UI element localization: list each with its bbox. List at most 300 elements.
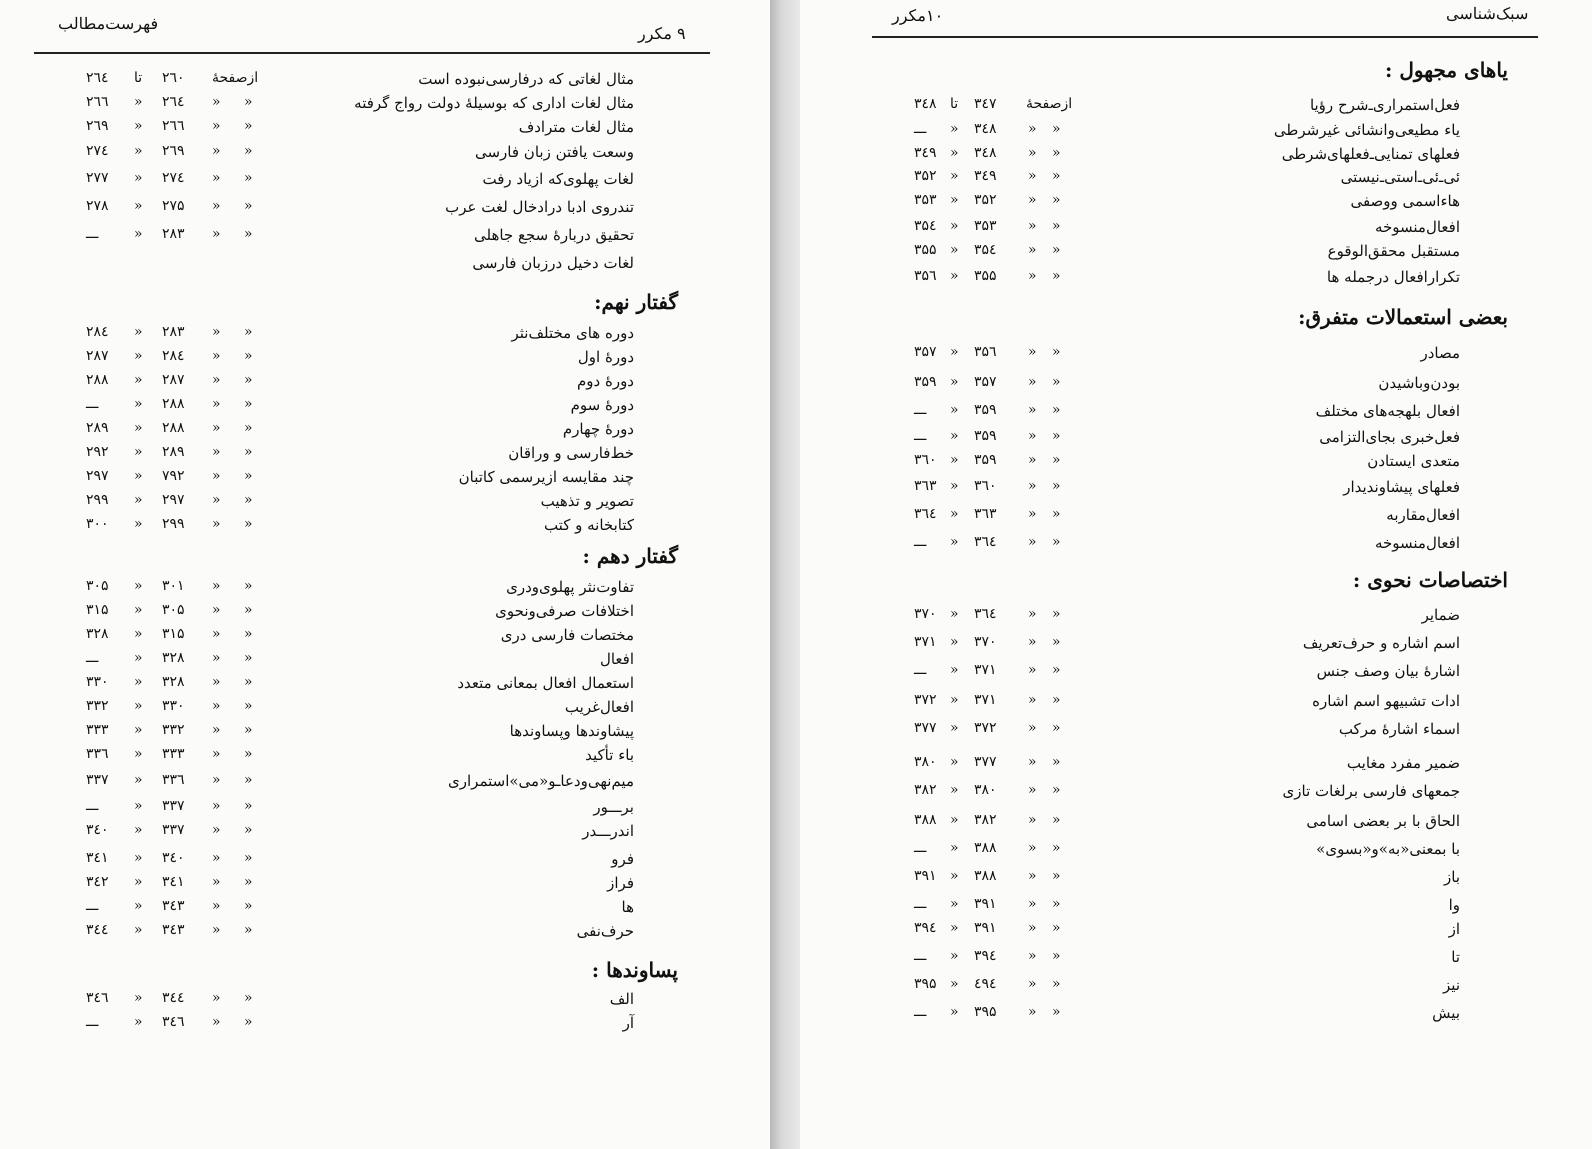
ditto-mark: « bbox=[212, 626, 221, 642]
toc-entry bbox=[800, 242, 1592, 266]
ditto-mark: « bbox=[1028, 920, 1037, 936]
ditto-mark: « bbox=[1028, 840, 1037, 856]
page-to: ۳٤٦ bbox=[86, 990, 109, 1006]
entry-title: هاءاسمی ووصفی bbox=[1350, 192, 1460, 210]
entry-title: مثال لغات اداری که بوسیلهٔ دولت رواج گرفته bbox=[354, 94, 634, 112]
page-to: ۳٤۰ bbox=[86, 822, 109, 838]
toc-entry bbox=[800, 692, 1592, 716]
toc-entry bbox=[0, 698, 770, 722]
page-from: ۳٤۷ bbox=[974, 96, 997, 112]
toc-entry bbox=[800, 168, 1592, 192]
entry-title: متعدی ایستادن bbox=[1367, 452, 1460, 470]
ditto-mark: « bbox=[244, 922, 253, 938]
page-from: ۳٤۸ bbox=[974, 121, 997, 137]
page-from: ۲۹۷ bbox=[162, 492, 185, 508]
page-to: ۳٤۲ bbox=[86, 874, 109, 890]
ditto-mark: « bbox=[1028, 976, 1037, 992]
page-to: ـــ bbox=[86, 1014, 99, 1030]
ditto-mark: « bbox=[212, 822, 221, 838]
header-rule bbox=[872, 36, 1538, 38]
page-from: ۳۳۲ bbox=[162, 722, 185, 738]
page-from: ۳۳۰ bbox=[162, 698, 185, 714]
page-to: ۲٦٦ bbox=[86, 94, 109, 110]
ditto-mark: « bbox=[212, 94, 221, 110]
ditto-mark: « bbox=[134, 1014, 143, 1030]
toc-entry bbox=[0, 922, 770, 946]
page-to: ۳۹٤ bbox=[914, 920, 937, 936]
entry-title: دورهٔ چهارم bbox=[562, 420, 634, 438]
section-heading: اختصاصات نحوی : bbox=[1352, 568, 1508, 592]
entry-title: دورهٔ سوم bbox=[570, 396, 634, 414]
page-from: ۳۸۸ bbox=[974, 840, 997, 856]
entry-title: اشارهٔ بیان وصف جنس bbox=[1316, 662, 1460, 680]
entry-title: یاء مطیعی‌وانشائی غیرشرطی bbox=[1273, 121, 1460, 139]
toc-entry bbox=[0, 1014, 770, 1038]
page-to: ۲٦٤ bbox=[86, 70, 109, 86]
entry-title: میم‌نهی‌ودعاـو«می»استمراری bbox=[448, 772, 634, 790]
page-to: ـــ bbox=[914, 428, 927, 444]
entry-title: فعل‌خبری بجای‌التزامی bbox=[1319, 428, 1460, 446]
page-from: ۳۵۹ bbox=[974, 452, 997, 468]
page-from: ۳۰۱ bbox=[162, 578, 185, 594]
ditto-mark: « bbox=[134, 143, 143, 159]
page-to: ۲۸۹ bbox=[86, 420, 109, 436]
page-from: ۲۹۹ bbox=[162, 516, 185, 532]
ditto-mark: « bbox=[1052, 428, 1061, 444]
page-to: ۳۵۷ bbox=[914, 344, 937, 360]
ditto-mark: « bbox=[212, 143, 221, 159]
entry-title: افعال‌غریب bbox=[564, 698, 634, 716]
entry-title: افعال بلهجه‌های مختلف bbox=[1315, 402, 1460, 420]
page-to: ۲۹۲ bbox=[86, 444, 109, 460]
entry-title: ها bbox=[621, 898, 634, 916]
ditto-mark: « bbox=[950, 896, 959, 912]
page-to: ۳۵۹ bbox=[914, 374, 937, 390]
page-to: ۳۳۰ bbox=[86, 674, 109, 690]
ditto-mark: « bbox=[134, 444, 143, 460]
ditto-mark: « bbox=[950, 242, 959, 258]
ditto-mark: « bbox=[1052, 506, 1061, 522]
page-from: ۲۸۳ bbox=[162, 226, 185, 242]
toc-entry bbox=[800, 634, 1592, 658]
page-from: ۳٦٤ bbox=[974, 534, 997, 550]
page-to: ۳۵٤ bbox=[914, 218, 937, 234]
page-to: ـــ bbox=[914, 534, 927, 550]
page-number: ۱۰مکرر bbox=[892, 6, 944, 25]
ditto-mark: « bbox=[244, 226, 253, 242]
page-from: ۷۹۲ bbox=[162, 468, 185, 484]
toc-entry bbox=[0, 822, 770, 846]
entry-title: ئی‌ـ‌ئی‌ـ‌استی‌ـ‌نیستی bbox=[1340, 168, 1460, 186]
page-from: ۳٤۹ bbox=[974, 168, 997, 184]
ditto-mark: « bbox=[134, 674, 143, 690]
ditto-mark: « bbox=[1052, 218, 1061, 234]
ditto-mark: « bbox=[1028, 1004, 1037, 1020]
ditto-mark: « bbox=[1028, 218, 1037, 234]
ditto-mark: « bbox=[1052, 242, 1061, 258]
toc-entry bbox=[0, 898, 770, 922]
toc-entry bbox=[800, 896, 1592, 920]
entry-title: خط‌فارسی و وراقان bbox=[508, 444, 634, 462]
ditto-mark: « bbox=[212, 372, 221, 388]
page-from: ۳۹۱ bbox=[974, 920, 997, 936]
page-to: ۳۵۵ bbox=[914, 242, 937, 258]
toc-entry bbox=[800, 402, 1592, 426]
toc-entry bbox=[0, 94, 770, 118]
toc-entry bbox=[0, 492, 770, 516]
page-to: ـــ bbox=[86, 396, 99, 412]
section-heading: یاهای مجهول : bbox=[1385, 58, 1508, 82]
ditto-mark: « bbox=[212, 170, 221, 186]
ditto-mark: « bbox=[244, 1014, 253, 1030]
ditto-mark: « bbox=[212, 922, 221, 938]
ditto-mark: « bbox=[1052, 374, 1061, 390]
page-from: ۳٦٤ bbox=[974, 606, 997, 622]
ditto-mark: « bbox=[950, 168, 959, 184]
toc-entry bbox=[800, 145, 1592, 169]
page-from: ۳٤۳ bbox=[162, 898, 185, 914]
section-heading: پساوندها : bbox=[591, 958, 678, 982]
toc-entry bbox=[800, 812, 1592, 836]
toc-entry bbox=[0, 170, 770, 194]
ditto-mark: « bbox=[950, 606, 959, 622]
ditto-mark: « bbox=[950, 868, 959, 884]
ditto-mark: « bbox=[1028, 374, 1037, 390]
page-from: ۲۸۸ bbox=[162, 420, 185, 436]
ditto-mark: « bbox=[1028, 168, 1037, 184]
ditto-mark: « bbox=[212, 722, 221, 738]
entry-title: اسم اشاره و حرف‌تعریف bbox=[1302, 634, 1460, 652]
ditto-mark: « bbox=[212, 1014, 221, 1030]
toc-entry bbox=[800, 344, 1592, 368]
ditto-mark: « bbox=[1028, 662, 1037, 678]
page-from: ۳٦۳ bbox=[974, 506, 997, 522]
ditto-mark: « bbox=[134, 198, 143, 214]
page-to: ۳۳۲ bbox=[86, 698, 109, 714]
ditto-mark: « bbox=[1028, 720, 1037, 736]
toc-entry bbox=[800, 868, 1592, 892]
page-from: ۳۷۱ bbox=[974, 662, 997, 678]
ditto-mark: « bbox=[134, 602, 143, 618]
ditto-mark: « bbox=[212, 578, 221, 594]
ditto-mark: « bbox=[1052, 192, 1061, 208]
entry-title: ضمایر bbox=[1421, 606, 1460, 624]
ditto-mark: « bbox=[134, 396, 143, 412]
toc-entry bbox=[0, 324, 770, 348]
page-to: ۳۵۳ bbox=[914, 192, 937, 208]
entry-title: دوره های مختلف‌نثر bbox=[511, 324, 634, 342]
ditto-mark: « bbox=[244, 698, 253, 714]
ditto-mark: « bbox=[212, 198, 221, 214]
ditto-mark: « bbox=[1052, 754, 1061, 770]
ditto-mark: « bbox=[134, 468, 143, 484]
from-label: ازصفحهٔ bbox=[212, 70, 259, 86]
page-from: ۲٦٤ bbox=[162, 94, 185, 110]
toc-entry bbox=[0, 70, 770, 94]
ditto-mark: « bbox=[134, 578, 143, 594]
page-to: ۲۸٤ bbox=[86, 324, 109, 340]
toc-entry bbox=[0, 650, 770, 674]
ditto-mark: « bbox=[1028, 402, 1037, 418]
ditto-mark: « bbox=[244, 798, 253, 814]
ditto-mark: « bbox=[244, 990, 253, 1006]
ditto-mark: « bbox=[134, 516, 143, 532]
page-to: ۳۰۰ bbox=[86, 516, 109, 532]
ditto-mark: « bbox=[1028, 896, 1037, 912]
page-to: ۲٦۹ bbox=[86, 118, 109, 134]
page-from: ۳۷۲ bbox=[974, 720, 997, 736]
ditto-mark: « bbox=[244, 650, 253, 666]
toc-entry bbox=[0, 772, 770, 796]
entry-title: مصادر bbox=[1420, 344, 1460, 362]
page-from: ۲۸۹ bbox=[162, 444, 185, 460]
page-to: ـــ bbox=[914, 121, 927, 137]
ditto-mark: « bbox=[134, 898, 143, 914]
entry-title: تکرارافعال درجمله ها bbox=[1326, 268, 1460, 286]
ditto-mark: « bbox=[1028, 478, 1037, 494]
ditto-mark: « bbox=[134, 798, 143, 814]
running-title: فهرست‌مطالب bbox=[58, 14, 159, 33]
page-from: ۲۸٤ bbox=[162, 348, 185, 364]
ditto-mark: « bbox=[244, 674, 253, 690]
entry-title: بودن‌وباشیدن bbox=[1378, 374, 1460, 392]
ditto-mark: « bbox=[1052, 976, 1061, 992]
toc-entry bbox=[800, 948, 1592, 972]
ditto-mark: « bbox=[244, 772, 253, 788]
ditto-mark: « bbox=[1052, 840, 1061, 856]
entry-title: کتابخانه و کتب bbox=[543, 516, 634, 534]
ditto-mark: « bbox=[212, 772, 221, 788]
ditto-mark: « bbox=[1028, 145, 1037, 161]
toc-entry bbox=[0, 468, 770, 492]
entry-title: فعلهای پیشاوندیدار bbox=[1343, 478, 1460, 496]
page-from: ۳۹٤ bbox=[974, 948, 997, 964]
page-to: ۳۲۸ bbox=[86, 626, 109, 642]
entry-title: فعل‌استمراری‌ـ‌شرح رؤیا bbox=[1309, 96, 1460, 114]
entry-title: لغات دخیل درزبان فارسی bbox=[472, 254, 634, 272]
ditto-mark: « bbox=[1028, 452, 1037, 468]
page-from: ۳۹۱ bbox=[974, 896, 997, 912]
page-from: ۳۷۱ bbox=[974, 692, 997, 708]
ditto-mark: « bbox=[950, 662, 959, 678]
ditto-mark: « bbox=[1028, 534, 1037, 550]
ditto-mark: « bbox=[950, 145, 959, 161]
ditto-mark: « bbox=[212, 324, 221, 340]
ditto-mark: « bbox=[950, 428, 959, 444]
ditto-mark: « bbox=[1028, 812, 1037, 828]
page-from: ۳۵٤ bbox=[974, 242, 997, 258]
ditto-mark: « bbox=[1052, 868, 1061, 884]
ditto-mark: « bbox=[1052, 634, 1061, 650]
ditto-mark: « bbox=[134, 372, 143, 388]
page-to: ـــ bbox=[86, 226, 99, 242]
page-from: ۲٦۹ bbox=[162, 143, 185, 159]
toc-entry bbox=[800, 218, 1592, 242]
ditto-mark: « bbox=[134, 226, 143, 242]
ditto-mark: « bbox=[212, 468, 221, 484]
ditto-mark: « bbox=[1052, 948, 1061, 964]
toc-entry bbox=[0, 850, 770, 874]
page-to: ۳٤۸ bbox=[914, 96, 937, 112]
page-from: ۳۲۸ bbox=[162, 674, 185, 690]
ditto-mark: « bbox=[244, 444, 253, 460]
page-to: ۳۸۰ bbox=[914, 754, 937, 770]
entry-title: آر bbox=[622, 1014, 634, 1032]
ditto-mark: « bbox=[1028, 268, 1037, 284]
ditto-mark: « bbox=[1052, 662, 1061, 678]
page-from: ۳۸۸ bbox=[974, 868, 997, 884]
ditto-mark: « bbox=[212, 602, 221, 618]
page-number: ۹ مکرر bbox=[638, 24, 686, 43]
ditto-mark: « bbox=[244, 170, 253, 186]
toc-entry bbox=[0, 722, 770, 746]
toc-entry bbox=[0, 602, 770, 626]
page-to: ۲۹۹ bbox=[86, 492, 109, 508]
page-from: ٤۹٤ bbox=[974, 976, 997, 992]
ditto-mark: « bbox=[244, 468, 253, 484]
page-to: ۳٦۰ bbox=[914, 452, 937, 468]
toc-entry bbox=[0, 746, 770, 770]
ditto-mark: « bbox=[244, 372, 253, 388]
ditto-mark: « bbox=[134, 772, 143, 788]
page-to: ۳۹۱ bbox=[914, 868, 937, 884]
entry-title: افعال‌منسوخه bbox=[1374, 534, 1460, 552]
toc-entry bbox=[800, 840, 1592, 864]
toc-entry bbox=[800, 606, 1592, 630]
page-from: ۳٤۰ bbox=[162, 850, 185, 866]
ditto-mark: « bbox=[1052, 452, 1061, 468]
ditto-mark: « bbox=[134, 118, 143, 134]
page-to: ۲۷٤ bbox=[86, 143, 109, 159]
page-from: ۲۷٤ bbox=[162, 170, 185, 186]
ditto-mark: « bbox=[212, 396, 221, 412]
toc-entry bbox=[800, 920, 1592, 944]
entry-title: افعال‌مقاربه bbox=[1386, 506, 1460, 524]
entry-title: چند مقایسه ازیرسمی کاتبان bbox=[458, 468, 634, 486]
page-to: ـــ bbox=[914, 402, 927, 418]
ditto-mark: « bbox=[950, 720, 959, 736]
ditto-mark: « bbox=[134, 94, 143, 110]
ditto-mark: « bbox=[212, 674, 221, 690]
entry-title: تا bbox=[1451, 948, 1460, 966]
page-from: ۳۵٦ bbox=[974, 344, 997, 360]
page-to: ۳٦٤ bbox=[914, 506, 937, 522]
ditto-mark: « bbox=[950, 218, 959, 234]
ditto-mark: « bbox=[244, 850, 253, 866]
page-from: ۳۳۷ bbox=[162, 798, 185, 814]
page-to: ۳۵۲ bbox=[914, 168, 937, 184]
entry-title: اختلافات صرفی‌ونحوی bbox=[495, 602, 634, 620]
ditto-mark: « bbox=[1028, 782, 1037, 798]
ditto-mark: « bbox=[950, 268, 959, 284]
ditto-mark: « bbox=[1028, 754, 1037, 770]
ditto-mark: « bbox=[950, 121, 959, 137]
ditto-mark: « bbox=[212, 420, 221, 436]
entry-title: استعمال افعال بمعانی متعدد bbox=[457, 674, 634, 692]
book-gutter bbox=[770, 0, 800, 1149]
entry-title: جمعهای فارسی برلغات تازی bbox=[1282, 782, 1460, 800]
toc-entry bbox=[0, 516, 770, 540]
page-to: ـــ bbox=[86, 650, 99, 666]
page-from: ۳۸۰ bbox=[974, 782, 997, 798]
entry-title: تندروی ادبا دراد‌خال لغت عرب bbox=[445, 198, 634, 216]
page-to: ۳۷۰ bbox=[914, 606, 937, 622]
ditto-mark: « bbox=[244, 746, 253, 762]
page-to: ۳٤۱ bbox=[86, 850, 109, 866]
page-to: ۲۷۷ bbox=[86, 170, 109, 186]
toc-entry bbox=[0, 990, 770, 1014]
entry-title: پیشاوندها وپساوندها bbox=[509, 722, 634, 740]
toc-entry bbox=[0, 578, 770, 602]
to-label: تا bbox=[134, 70, 143, 86]
page-from: ۲۸۷ bbox=[162, 372, 185, 388]
ditto-mark: « bbox=[244, 578, 253, 594]
entry-title: از bbox=[1448, 920, 1460, 938]
page-from: ۲۷۵ bbox=[162, 198, 185, 214]
ditto-mark: « bbox=[134, 922, 143, 938]
ditto-mark: « bbox=[1028, 344, 1037, 360]
ditto-mark: « bbox=[134, 990, 143, 1006]
ditto-mark: « bbox=[212, 492, 221, 508]
page-from: ۳۵۹ bbox=[974, 402, 997, 418]
ditto-mark: « bbox=[134, 874, 143, 890]
ditto-mark: « bbox=[950, 402, 959, 418]
ditto-mark: « bbox=[1052, 344, 1061, 360]
ditto-mark: « bbox=[212, 348, 221, 364]
ditto-mark: « bbox=[1052, 720, 1061, 736]
entry-title: فعلهای تمنایی‌ـ‌فعلهای‌شرطی bbox=[1281, 145, 1460, 163]
ditto-mark: « bbox=[950, 948, 959, 964]
page-to: ۳۳۷ bbox=[86, 772, 109, 788]
page-from: ۳۵۵ bbox=[974, 268, 997, 284]
section-heading: گفتار دهم : bbox=[582, 544, 678, 568]
ditto-mark: « bbox=[134, 850, 143, 866]
page-from: ۳۷۰ bbox=[974, 634, 997, 650]
ditto-mark: « bbox=[212, 118, 221, 134]
ditto-mark: « bbox=[1052, 145, 1061, 161]
toc-entry bbox=[800, 452, 1592, 476]
entry-title: ضمیر مفرد مغایب bbox=[1346, 754, 1460, 772]
page-from: ۳۸۲ bbox=[974, 812, 997, 828]
ditto-mark: « bbox=[1052, 478, 1061, 494]
entry-title: مختصات فارسی دری bbox=[500, 626, 634, 644]
page-from: ۲٦٦ bbox=[162, 118, 185, 134]
toc-entry bbox=[800, 662, 1592, 686]
ditto-mark: « bbox=[950, 692, 959, 708]
ditto-mark: « bbox=[1052, 896, 1061, 912]
page-to: ۳۵٦ bbox=[914, 268, 937, 284]
ditto-mark: « bbox=[212, 226, 221, 242]
entry-title: دورهٔ دوم bbox=[576, 372, 634, 390]
page-from: ۳۱۵ bbox=[162, 626, 185, 642]
ditto-mark: « bbox=[950, 634, 959, 650]
ditto-mark: « bbox=[1052, 782, 1061, 798]
ditto-mark: « bbox=[1028, 428, 1037, 444]
toc-entry bbox=[0, 226, 770, 250]
page-to: ـــ bbox=[86, 798, 99, 814]
page-to: ـــ bbox=[914, 662, 927, 678]
ditto-mark: « bbox=[950, 452, 959, 468]
ditto-mark: « bbox=[950, 920, 959, 936]
ditto-mark: « bbox=[950, 534, 959, 550]
entry-title: اندرـــدر bbox=[582, 822, 634, 840]
page-from: ۲٦٠ bbox=[162, 70, 185, 86]
toc-entry bbox=[0, 420, 770, 444]
page-from: ۲۸۳ bbox=[162, 324, 185, 340]
toc-entry bbox=[0, 372, 770, 396]
ditto-mark: « bbox=[134, 170, 143, 186]
ditto-mark: « bbox=[1028, 634, 1037, 650]
